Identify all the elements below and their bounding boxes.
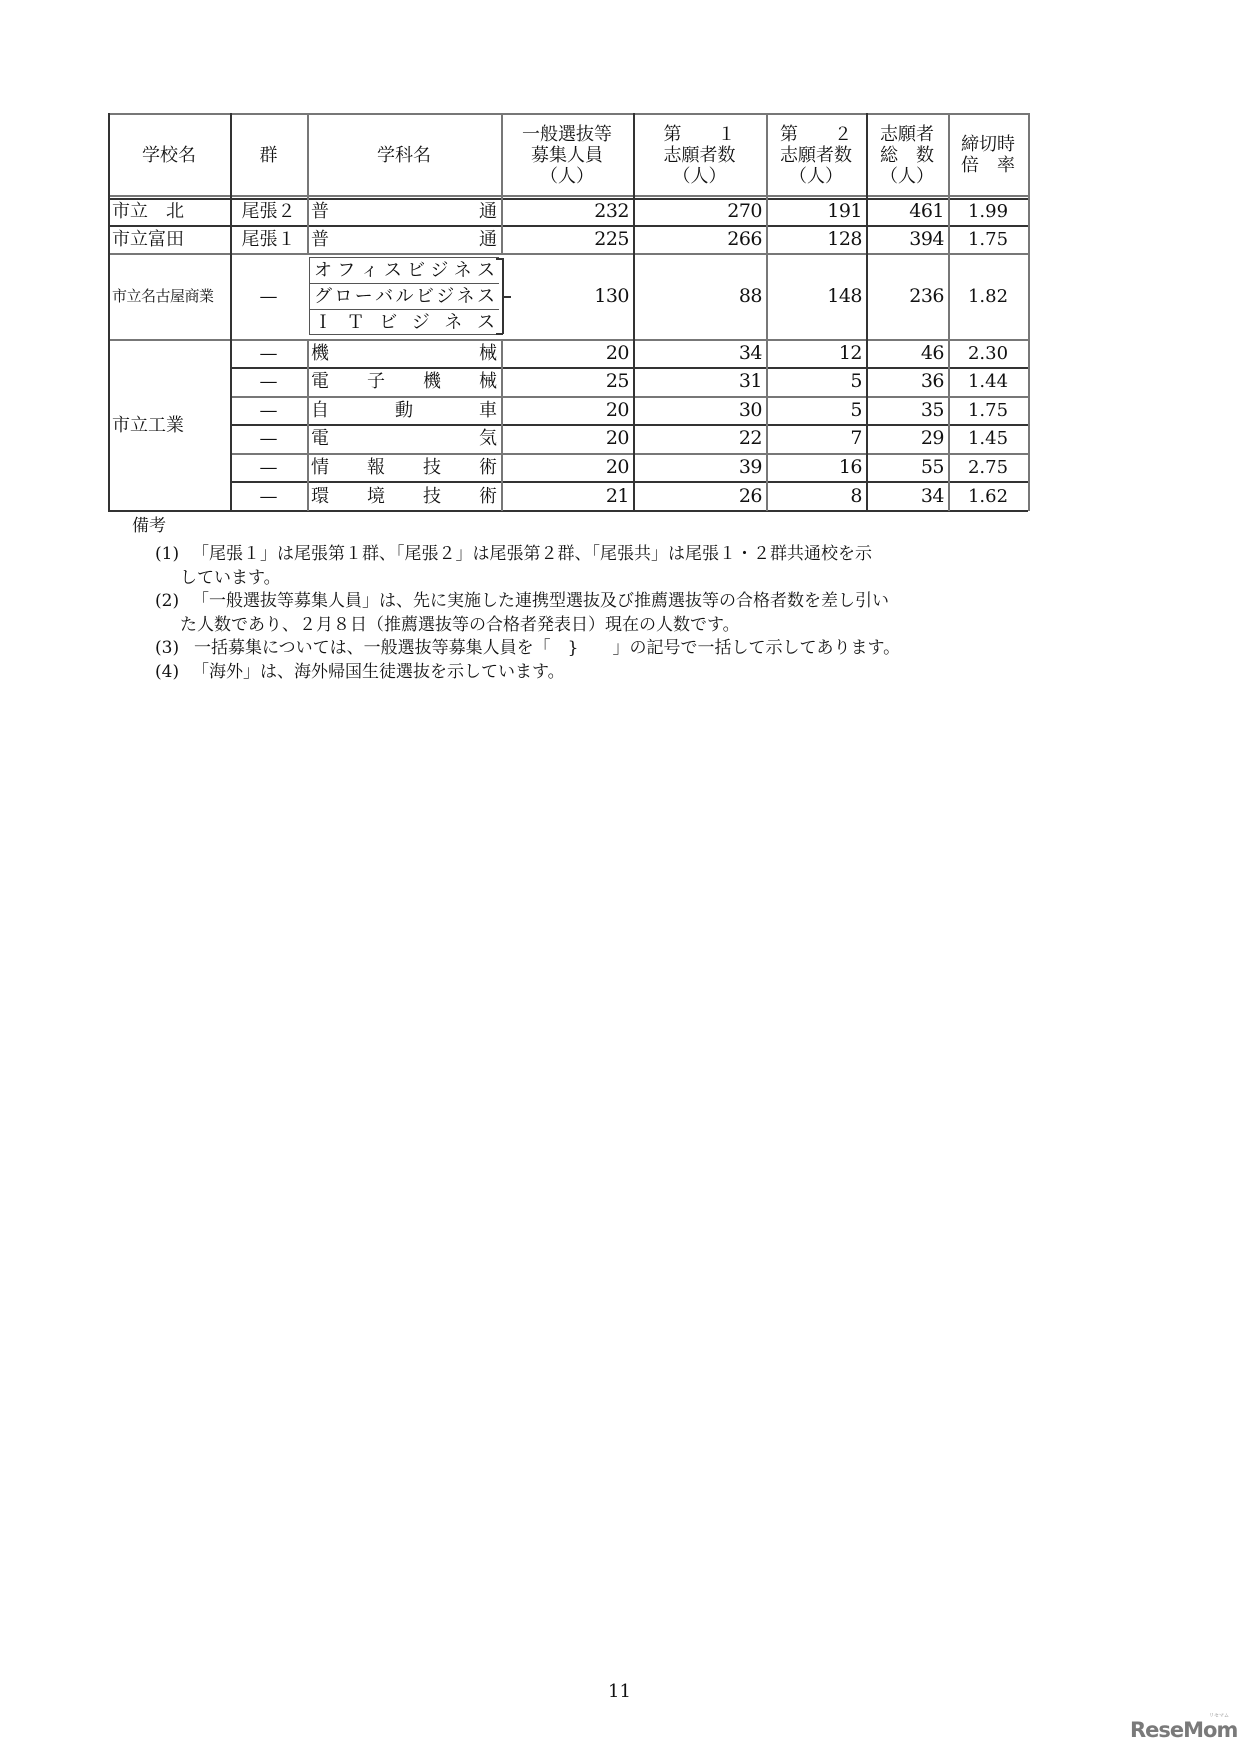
cell-total: 34	[920, 484, 944, 507]
note-text: 一括募集については、一般選抜等募集人員を「 } 」の記号で一括して示してあります。	[194, 638, 901, 659]
cell-first: 39	[738, 455, 762, 478]
dept-char: グ	[314, 286, 332, 307]
table-rule	[108, 253, 1028, 255]
header-text: 締切時	[961, 134, 1015, 155]
table-rule	[230, 396, 1028, 398]
cell-school: 市立工業	[112, 414, 184, 436]
header-text: 一般選抜等	[522, 123, 612, 145]
cell-second: 5	[850, 398, 862, 421]
table-rule	[766, 113, 768, 511]
header-text: （人）	[672, 165, 727, 187]
brace-symbol	[496, 258, 503, 260]
cell-capacity: 20	[605, 455, 629, 478]
cell-second: 12	[838, 341, 862, 364]
note-number: (1)	[155, 544, 180, 564]
header-text: （人）	[880, 165, 934, 187]
table-rule	[108, 195, 1028, 197]
dept-char: 械	[479, 371, 497, 392]
cell-total: 36	[920, 370, 944, 392]
note-text: しています。	[180, 567, 281, 588]
dept-char: 電	[311, 428, 329, 449]
note-text: 「海外」は、海外帰国生徒選抜を示しています。	[192, 662, 565, 682]
dept-char: Ｔ	[346, 311, 365, 333]
cell-department	[307, 424, 501, 453]
dept-char: 機	[311, 342, 329, 364]
note-number: (3)	[155, 638, 180, 659]
dept-char: ビ	[379, 311, 398, 333]
header-school	[108, 113, 230, 197]
dept-char: Ｉ	[314, 311, 332, 333]
dept-char: 環	[311, 485, 329, 507]
table-rule	[230, 424, 1028, 426]
page-number: 11	[608, 1681, 631, 1702]
cell-department	[307, 339, 501, 367]
cell-first: 22	[738, 427, 762, 449]
dept-char: ビ	[407, 260, 426, 281]
cell-total: 236	[909, 284, 944, 307]
header-second-choice	[766, 113, 866, 197]
dept-char: バ	[375, 286, 394, 307]
dept-char: ス	[476, 311, 495, 333]
dept-char: 自	[311, 399, 329, 421]
cell-total: 394	[909, 227, 944, 250]
table-rule	[108, 113, 110, 511]
cell-capacity: 20	[605, 341, 629, 364]
dept-char: 子	[367, 371, 385, 392]
cell-capacity: 225	[594, 227, 629, 250]
dept-char: 機	[423, 371, 441, 392]
dept-char: ロ	[334, 286, 353, 307]
header-text: 募集人員	[531, 144, 603, 166]
note-text: 「一般選抜等募集人員」は、先に実施した連携型選抜及び推薦選抜等の合格者数を差し引い	[192, 591, 889, 612]
note-number: (4)	[155, 662, 180, 682]
dept-char: 気	[479, 428, 497, 449]
header-department	[307, 113, 501, 197]
header-text: 学校名	[142, 144, 196, 166]
dept-char: 車	[479, 399, 497, 421]
table-rule	[1028, 113, 1030, 511]
cell-ratio: 1.75	[967, 399, 1009, 421]
cell-ratio: 1.62	[967, 485, 1009, 507]
dept-char: ジ	[411, 311, 430, 333]
table-rule	[307, 113, 309, 253]
dept-char: 技	[423, 456, 441, 478]
dept-char: 術	[479, 485, 497, 507]
table-rule	[501, 113, 503, 253]
cell-department	[307, 197, 501, 225]
cell-first: 266	[727, 227, 762, 250]
dept-char: ィ	[360, 260, 379, 281]
dept-char: ネ	[453, 260, 472, 281]
dept-char: ス	[476, 260, 495, 281]
header-group	[230, 113, 307, 197]
cell-department	[307, 367, 501, 396]
dept-char: 械	[479, 342, 497, 364]
header-capacity	[501, 113, 633, 197]
cell-group: —	[259, 342, 278, 364]
dept-char: ル	[395, 286, 414, 307]
cell-group: —	[259, 428, 278, 449]
header-text: 志願者数	[780, 144, 852, 166]
cell-total: 461	[909, 199, 944, 222]
dept-char: 普	[311, 200, 329, 222]
cell-department	[309, 283, 499, 309]
cell-total: 46	[920, 341, 944, 364]
cell-capacity: 130	[594, 284, 629, 307]
cell-school: 市立名古屋商業	[112, 286, 214, 305]
header-first-choice	[633, 113, 766, 197]
table-rule	[633, 113, 635, 511]
table-rule	[866, 113, 868, 511]
header-text: 第 ２	[780, 123, 852, 145]
table-rule	[108, 113, 1028, 115]
cell-capacity: 21	[605, 484, 629, 507]
cell-capacity: 20	[605, 427, 629, 449]
dept-char: ス	[383, 260, 402, 281]
dept-char: 技	[423, 485, 441, 507]
cell-ratio: 2.30	[967, 342, 1009, 364]
notes-heading: 備考	[132, 516, 166, 536]
note-text: た人数であり、２月８日（推薦選抜等の合格者発表日）現在の人数です。	[180, 614, 740, 635]
dept-char: ー	[354, 286, 373, 307]
cell-second: 8	[850, 484, 862, 507]
header-text: 志願者数	[663, 144, 736, 166]
note-number: (2)	[155, 591, 180, 612]
cell-capacity: 232	[594, 199, 629, 222]
cell-second: 191	[827, 199, 862, 222]
cell-group: —	[259, 371, 278, 392]
cell-school: 市立富田	[112, 228, 184, 250]
cell-department	[309, 309, 499, 335]
cell-group: —	[259, 399, 278, 421]
cell-first: 30	[738, 398, 762, 421]
table-rule	[108, 510, 1028, 512]
dept-char: ジ	[436, 286, 455, 307]
table-rule	[230, 367, 1028, 369]
table-rule	[108, 198, 1028, 200]
dept-char: 普	[311, 228, 329, 250]
cell-capacity: 25	[605, 370, 629, 392]
table-rule	[501, 339, 503, 511]
header-text: 第 １	[663, 123, 736, 145]
cell-department	[307, 481, 501, 511]
header-total	[866, 113, 948, 197]
cell-first: 34	[738, 341, 762, 364]
table-rule	[948, 113, 950, 511]
header-text: 学科名	[377, 144, 431, 166]
cell-ratio: 1.45	[967, 428, 1009, 449]
cell-first: 88	[738, 284, 762, 307]
table-rule	[230, 481, 1028, 483]
resemom-logo: ReseMom	[1130, 1718, 1238, 1742]
header-text: （人）	[789, 165, 843, 187]
cell-ratio: 2.75	[967, 456, 1009, 478]
cell-total: 55	[920, 455, 944, 478]
dept-char: 報	[367, 456, 385, 478]
cell-ratio: 1.82	[967, 285, 1009, 307]
dept-char: ネ	[444, 311, 463, 333]
table-rule	[108, 339, 1028, 341]
dept-char: 情	[311, 456, 329, 478]
cell-school: 市立 北	[112, 200, 184, 222]
header-text: 倍 率	[961, 155, 1015, 176]
dept-char: 動	[395, 399, 413, 421]
brace-symbol	[503, 296, 511, 298]
cell-first: 270	[727, 199, 762, 222]
cell-total: 35	[920, 398, 944, 421]
table-rule	[230, 453, 1028, 455]
cell-ratio: 1.99	[967, 200, 1009, 222]
dept-char: 通	[479, 200, 497, 222]
table-rule	[230, 113, 232, 511]
cell-second: 16	[838, 455, 862, 478]
header-text: （人）	[540, 165, 594, 187]
cell-group: —	[259, 285, 278, 307]
table-rule	[108, 225, 1028, 227]
dept-char: ジ	[430, 260, 449, 281]
dept-char: ス	[477, 286, 495, 307]
dept-char: フ	[337, 260, 356, 281]
cell-group: 尾張２	[241, 200, 296, 222]
cell-group: 尾張１	[241, 228, 296, 250]
cell-second: 5	[850, 370, 862, 392]
table-rule	[307, 339, 309, 511]
dept-char: 境	[367, 485, 385, 507]
dept-char: オ	[314, 260, 332, 281]
header-text: 総 数	[880, 144, 934, 166]
cell-department	[309, 257, 499, 283]
dept-char: 通	[479, 228, 497, 250]
cell-first: 26	[738, 484, 762, 507]
cell-department	[307, 453, 501, 481]
resemom-logo-sub: リセマム	[1209, 1713, 1229, 1719]
dept-char: ビ	[415, 286, 434, 307]
cell-capacity: 20	[605, 398, 629, 421]
dept-char: 術	[479, 456, 497, 478]
cell-group: —	[259, 456, 278, 478]
cell-ratio: 1.75	[967, 228, 1009, 250]
cell-second: 128	[827, 227, 862, 250]
cell-ratio: 1.44	[967, 371, 1009, 392]
header-text: 志願者	[880, 123, 934, 145]
header-text: 群	[259, 144, 278, 166]
cell-department	[307, 225, 501, 253]
cell-group: —	[259, 485, 278, 507]
dept-char: 電	[311, 371, 329, 392]
brace-symbol	[496, 333, 503, 335]
cell-department	[307, 396, 501, 424]
cell-total: 29	[920, 427, 944, 449]
note-text: 「尾張１」は尾張第１群、「尾張２」は尾張第２群、「尾張共」は尾張１・２群共通校を示	[192, 544, 872, 564]
applicant-table	[108, 113, 1028, 511]
header-ratio	[948, 113, 1028, 197]
cell-second: 148	[827, 284, 862, 307]
dept-char: ネ	[456, 286, 475, 307]
cell-second: 7	[850, 427, 862, 449]
cell-first: 31	[738, 370, 762, 392]
